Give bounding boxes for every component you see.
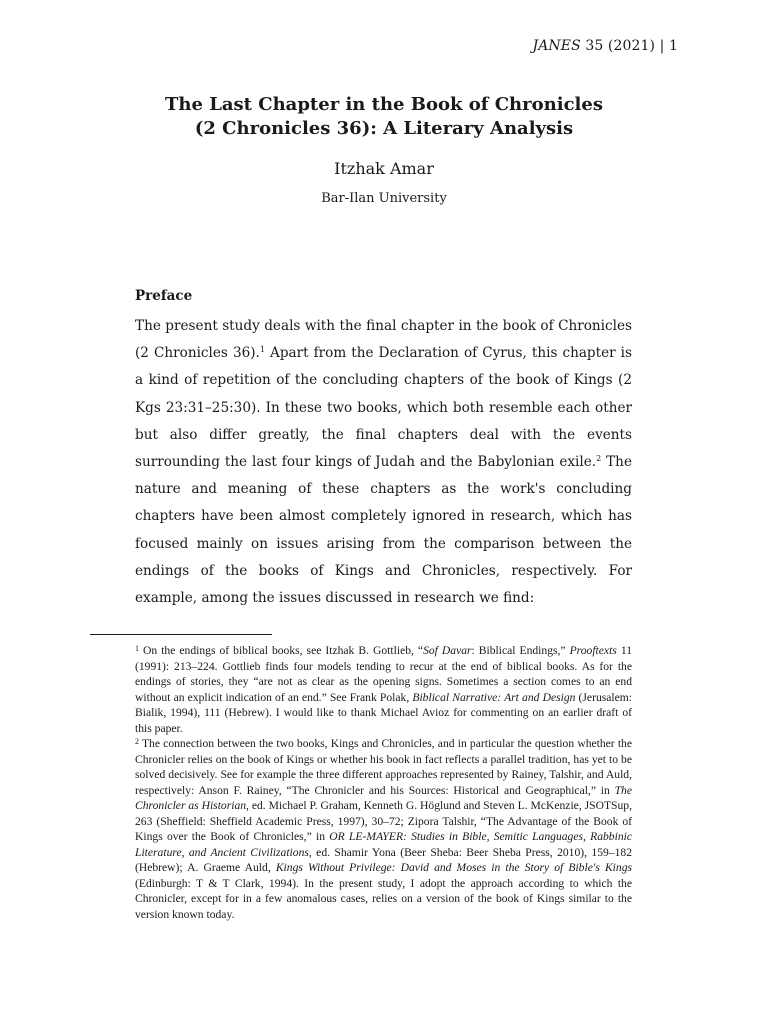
author-name: Itzhak Amar <box>334 159 434 178</box>
footnote-italic: The Chronicler as Historian <box>135 783 632 812</box>
footnote-text: (Jerusalem: Bialik, 1994), 111 (Hebrew). I would like to thank Michael Avioz for commenting on an earlier draft of this paper. <box>135 690 632 735</box>
footnote-italic: OR LE-MAYER: Studies in Bible, Semitic Languages, Rabbinic Literature, and Ancient Civilizations <box>135 830 632 859</box>
title-line-1: The Last Chapter in the Book of Chronicles <box>165 94 603 115</box>
title-line-2: (2 Chronicles 36): A Literary Analysis <box>194 118 574 139</box>
footnote-text: , ed. Shamir Yona (Beer Sheba: Beer Sheba Press, 2010), 159–182 (Hebrew); A. Graeme Auld, <box>135 845 632 874</box>
footnote-2 <box>135 736 632 922</box>
running-header <box>533 38 679 54</box>
footnote-text: (Edinburgh: T & T Clark, 1994). In the present study, I adopt the approach according to which the Chronicler, except for in a few anomalous cases, relies on a version of the book of Kings similar to the version known today. <box>135 876 632 921</box>
footnote-reference-1[interactable]: 1 <box>259 345 265 355</box>
footnote-separator <box>90 634 272 635</box>
paragraph-segment: The nature and meaning of these chapters as the work's concluding chapters have been almost completely ignored in research, which has focused mainly on issues arising from the comparison between the endings of the books of Kings and Chronicles, respectively. For example, among the issues discussed in research we find: <box>135 454 632 607</box>
footnote-italic: Biblical Narrative: Art and Design <box>412 690 576 704</box>
author-affiliation: Bar-Ilan University <box>321 191 447 206</box>
footnote-text: 11 (1991): 213–224. Gottlieb finds four models tending to recur at the end of biblical books. As for the endings of stories, they “are not as clear as the opening signs. Sometimes a section comes to an end without an explicit indication of an end.” See Frank Polak, <box>135 644 632 704</box>
section-heading-preface: Preface <box>135 288 193 304</box>
volume-page-info: 35 (2021) | 1 <box>580 38 678 54</box>
journal-name: JANES <box>532 38 581 54</box>
article-title <box>0 93 768 141</box>
footnote-text: On the endings of biblical books, see Itzhak B. Gottlieb, “ <box>139 644 424 657</box>
footnote-italic: Prooftexts <box>569 644 617 657</box>
title-block <box>0 93 768 206</box>
footnote-italic: Sof Davar <box>423 644 472 657</box>
paragraph-segment: Apart from the Declaration of Cyrus, this chapter is a kind of repetition of the concluding chapters of the book of Kings (2 Kgs 23:31–25:30). In these two books, which both resemble each other but also differ greatly, the final chapters deal with the events surrounding the last four kings of Judah and the Babylonian exile. <box>135 345 632 471</box>
footnote-text: : Biblical Endings,” <box>471 644 570 657</box>
footnote-text: The connection between the two books, Kings and Chronicles, and in particular the question whether the Chronicler relies on the book of Kings or whether his book in fact reflects a parallel tradition, has yet to be solved decisively. See for example the three different approaches represented by Rainey, Talshir, and Auld, respectively: Anson F. Rainey, “The Chronicler and his Sources: Historical and Geographical,” in <box>135 737 632 797</box>
footnote-reference-2[interactable]: 2 <box>596 454 602 464</box>
footnote-italic: Kings Without Privilege: David and Moses in the Story of Bible's Kings <box>275 861 633 874</box>
footnote-1 <box>135 643 632 736</box>
preface-paragraph <box>135 313 632 612</box>
footnote-number: 2 <box>135 737 139 746</box>
footnotes <box>135 643 632 922</box>
footnote-number: 1 <box>135 644 139 653</box>
footnote-text: , ed. Michael P. Graham, Kenneth G. Höglund and Steven L. McKenzie, JSOTSup, 263 (Sheffield: Sheffield Academic Press, 1997), 30–72; Zipora Talshir, “The Advantage of the Book of Kings over the Book of Chronicles,” in <box>135 799 632 843</box>
paragraph-segment: The present study deals with the final chapter in the book of Chronicles (2 Chronicles 36). <box>135 318 632 362</box>
